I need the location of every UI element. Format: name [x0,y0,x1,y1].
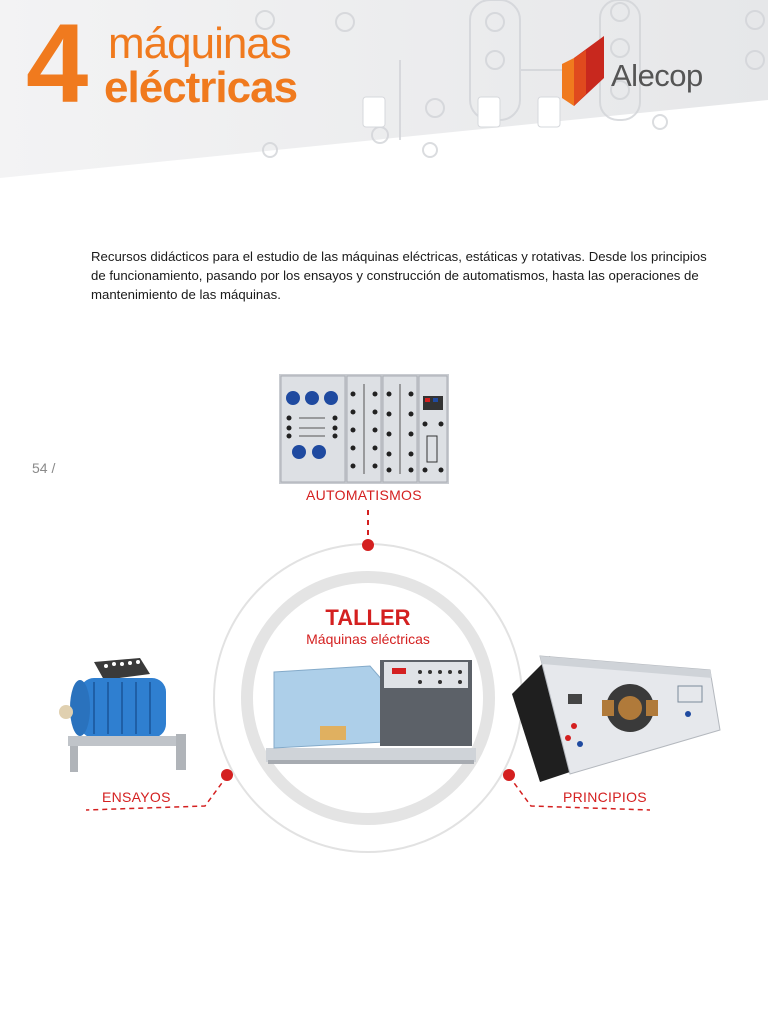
principles-trainer-image [510,634,724,784]
automation-panel-image [279,374,449,484]
chapter-title-line1: máquinas [108,19,291,68]
node-label-ensayos: ENSAYOS [102,789,171,805]
center-subtitle: Máquinas eléctricas [306,631,430,647]
brand-name: Alecop [611,58,703,93]
motor-test-bench-image [54,654,190,774]
center-title: TALLER [325,605,411,630]
top-node-dot [362,539,374,551]
chapter-title-line2: eléctricas [104,63,298,112]
page-number: 54 / [32,460,56,476]
left-node-dot [221,769,233,781]
intro-paragraph: Recursos didácticos para el estudio de las máquinas eléctricas, estáticas y rotativas. Desde los principios de funcionamiento, pasando por los ensayos y construcción de automatismos, hasta las operaciones de mantenimiento de las máquinas. [91,249,707,302]
node-label-automatismos: AUTOMATISMOS [306,487,422,503]
chapter-number: 4 [26,1,85,126]
node-label-principios: PRINCIPIOS [563,789,647,805]
workshop-machine-image [260,652,482,770]
